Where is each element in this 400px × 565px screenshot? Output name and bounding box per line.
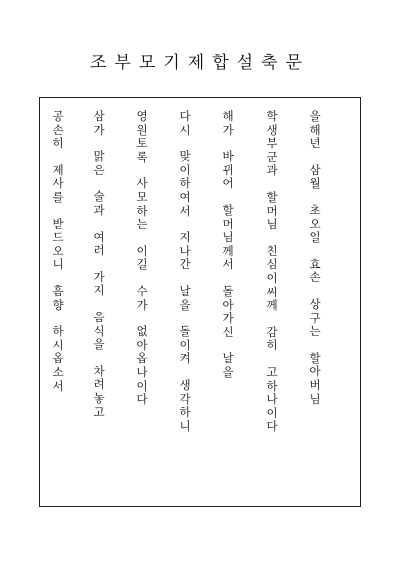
text-glyph: 토 <box>136 136 148 151</box>
text-segment <box>261 191 283 232</box>
text-segment <box>88 231 110 258</box>
text-glyph: 일 <box>309 230 321 245</box>
text-glyph: 생 <box>179 377 191 392</box>
text-segment <box>174 110 196 137</box>
text-glyph: 돌 <box>222 283 234 298</box>
text-segment <box>217 204 239 272</box>
text-glyph: 을 <box>179 297 191 312</box>
text-segment <box>88 311 110 352</box>
text-segment <box>131 245 153 272</box>
text-glyph: 친 <box>266 243 278 258</box>
text-glyph: 이 <box>179 337 191 352</box>
text-glyph: 하 <box>179 405 191 420</box>
text-segment <box>47 218 69 272</box>
text-column-6 <box>88 110 110 419</box>
text-glyph: 소 <box>52 364 64 379</box>
text-glyph: 나 <box>266 392 278 407</box>
text-segment <box>217 352 239 379</box>
text-segment <box>304 258 326 285</box>
text-glyph: 바 <box>222 149 234 164</box>
text-glyph: 원 <box>136 122 148 137</box>
text-glyph: 날 <box>179 283 191 298</box>
text-glyph: 영 <box>136 109 148 123</box>
text-glyph: 고 <box>266 364 278 379</box>
text-segment <box>88 150 110 177</box>
text-glyph: 을 <box>93 337 105 352</box>
text-segment <box>47 110 69 151</box>
text-segment <box>131 285 153 312</box>
text-glyph: 과 <box>93 202 105 217</box>
text-glyph: 여 <box>179 189 191 204</box>
text-glyph: 나 <box>179 243 191 258</box>
text-segment <box>131 110 153 164</box>
text-glyph: 를 <box>52 189 64 204</box>
text-glyph: 할 <box>309 350 321 365</box>
text-glyph: 하 <box>179 176 191 191</box>
text-glyph: 옵 <box>52 351 64 366</box>
text-segment <box>47 325 69 393</box>
text-glyph: 과 <box>266 163 278 178</box>
text-column-5 <box>131 110 153 407</box>
text-glyph: 해 <box>222 109 234 123</box>
text-glyph: 길 <box>136 257 148 272</box>
text-segment <box>88 271 110 298</box>
text-glyph: 씨 <box>266 284 278 299</box>
text-segment <box>174 150 196 218</box>
text-segment <box>304 352 326 406</box>
text-glyph: 구 <box>309 310 321 325</box>
text-glyph: 님 <box>309 391 321 406</box>
text-glyph: 아 <box>222 297 234 312</box>
text-glyph: 이 <box>136 378 148 393</box>
text-glyph: 심 <box>266 257 278 272</box>
text-glyph: 월 <box>309 176 321 191</box>
text-glyph: 식 <box>93 323 105 338</box>
text-glyph: 어 <box>222 176 234 191</box>
text-glyph: 여 <box>93 229 105 244</box>
text-column-2 <box>261 110 283 434</box>
text-glyph: 다 <box>179 109 191 123</box>
text-glyph: 차 <box>93 363 105 378</box>
text-segment <box>174 285 196 312</box>
text-glyph: 제 <box>52 162 64 177</box>
text-glyph: 지 <box>179 230 191 245</box>
text-glyph: 삼 <box>309 162 321 177</box>
text-glyph: 상 <box>309 296 321 311</box>
text-segment <box>88 365 110 419</box>
text-glyph: 술 <box>93 189 105 204</box>
text-glyph: 뀌 <box>222 162 234 177</box>
document-title: 조부모기제합설축문 <box>90 53 310 73</box>
text-segment <box>304 164 326 191</box>
text-glyph: 오 <box>309 216 321 231</box>
text-column-7 <box>47 110 69 393</box>
prayer-text-box <box>39 97 361 507</box>
text-segment <box>88 190 110 217</box>
text-segment <box>304 298 326 339</box>
text-glyph: 초 <box>309 202 321 217</box>
text-glyph: 놓 <box>93 390 105 405</box>
text-segment <box>217 150 239 191</box>
text-glyph: 삼 <box>93 109 105 123</box>
text-glyph: 록 <box>136 149 148 164</box>
text-segment <box>47 164 69 205</box>
text-segment <box>174 231 196 272</box>
text-glyph: 흠 <box>52 283 64 298</box>
text-glyph: 머 <box>222 216 234 231</box>
text-glyph: 지 <box>93 283 105 298</box>
text-glyph: 려 <box>93 377 105 392</box>
text-glyph: 군 <box>266 149 278 164</box>
text-glyph: 니 <box>179 418 191 433</box>
text-glyph: 머 <box>266 203 278 218</box>
text-glyph: 히 <box>52 136 64 151</box>
text-glyph: 다 <box>266 419 278 434</box>
text-glyph: 님 <box>222 230 234 245</box>
text-column-3 <box>217 110 239 380</box>
text-glyph: 께 <box>222 243 234 258</box>
text-segment <box>217 285 239 339</box>
text-glyph: 을 <box>222 364 234 379</box>
text-glyph: 러 <box>93 243 105 258</box>
text-glyph: 하 <box>266 378 278 393</box>
text-glyph: 님 <box>266 217 278 232</box>
text-glyph: 사 <box>52 176 64 191</box>
text-glyph: 없 <box>136 324 148 339</box>
text-glyph: 해 <box>309 122 321 137</box>
text-glyph: 는 <box>136 217 148 232</box>
text-glyph: 이 <box>179 162 191 177</box>
text-glyph: 히 <box>266 338 278 353</box>
text-segment <box>131 325 153 407</box>
text-glyph: 서 <box>52 378 64 393</box>
text-glyph: 을 <box>309 109 321 123</box>
text-segment <box>261 245 283 313</box>
text-segment <box>47 285 69 312</box>
text-glyph: 맑 <box>93 149 105 164</box>
text-glyph: 돌 <box>179 324 191 339</box>
text-segment <box>174 325 196 366</box>
text-glyph: 버 <box>309 377 321 392</box>
text-glyph: 맞 <box>179 149 191 164</box>
text-glyph: 신 <box>222 324 234 339</box>
text-segment <box>217 110 239 137</box>
text-glyph: 옵 <box>136 351 148 366</box>
text-glyph: 음 <box>93 309 105 324</box>
text-glyph: 가 <box>222 311 234 326</box>
text-glyph: 수 <box>136 283 148 298</box>
text-glyph: 이 <box>266 405 278 420</box>
text-glyph: 받 <box>52 216 64 231</box>
text-segment <box>304 204 326 245</box>
text-glyph: 께 <box>266 298 278 313</box>
text-glyph: 사 <box>136 176 148 191</box>
text-glyph: 손 <box>309 270 321 285</box>
text-glyph: 공 <box>52 109 64 123</box>
text-glyph: 는 <box>309 324 321 339</box>
text-segment <box>261 366 283 434</box>
text-glyph: 서 <box>179 203 191 218</box>
text-glyph: 이 <box>136 243 148 258</box>
text-glyph: 부 <box>266 136 278 151</box>
text-glyph: 가 <box>222 122 234 137</box>
text-glyph: 효 <box>309 256 321 271</box>
text-glyph: 가 <box>93 269 105 284</box>
text-glyph: 하 <box>52 324 64 339</box>
text-segment <box>174 379 196 433</box>
text-segment <box>261 326 283 353</box>
text-glyph: 할 <box>222 202 234 217</box>
text-glyph: 가 <box>136 297 148 312</box>
text-glyph: 모 <box>136 189 148 204</box>
text-glyph: 시 <box>179 122 191 137</box>
text-segment <box>261 110 283 178</box>
text-glyph: 가 <box>93 122 105 137</box>
text-glyph: 향 <box>52 297 64 312</box>
text-column-4 <box>174 110 196 433</box>
text-glyph: 학 <box>266 109 278 123</box>
text-glyph: 은 <box>93 162 105 177</box>
text-glyph: 년 <box>309 136 321 151</box>
text-glyph: 아 <box>136 337 148 352</box>
text-glyph: 간 <box>179 257 191 272</box>
text-segment <box>131 177 153 231</box>
text-glyph: 니 <box>52 257 64 272</box>
text-glyph: 드 <box>52 230 64 245</box>
text-glyph: 아 <box>309 364 321 379</box>
text-glyph: 서 <box>222 257 234 272</box>
text-glyph: 켜 <box>179 351 191 366</box>
text-segment <box>88 110 110 137</box>
text-glyph: 생 <box>266 122 278 137</box>
text-glyph: 이 <box>266 270 278 285</box>
text-glyph: 할 <box>266 189 278 204</box>
text-segment <box>304 110 326 151</box>
text-glyph: 하 <box>136 203 148 218</box>
text-glyph: 나 <box>136 364 148 379</box>
text-glyph: 손 <box>52 122 64 137</box>
text-glyph: 오 <box>52 243 64 258</box>
text-glyph: 감 <box>266 324 278 339</box>
text-column-1 <box>304 110 326 406</box>
text-glyph: 시 <box>52 337 64 352</box>
text-glyph: 고 <box>93 404 105 419</box>
text-glyph: 각 <box>179 391 191 406</box>
text-glyph: 다 <box>136 392 148 407</box>
text-glyph: 날 <box>222 351 234 366</box>
